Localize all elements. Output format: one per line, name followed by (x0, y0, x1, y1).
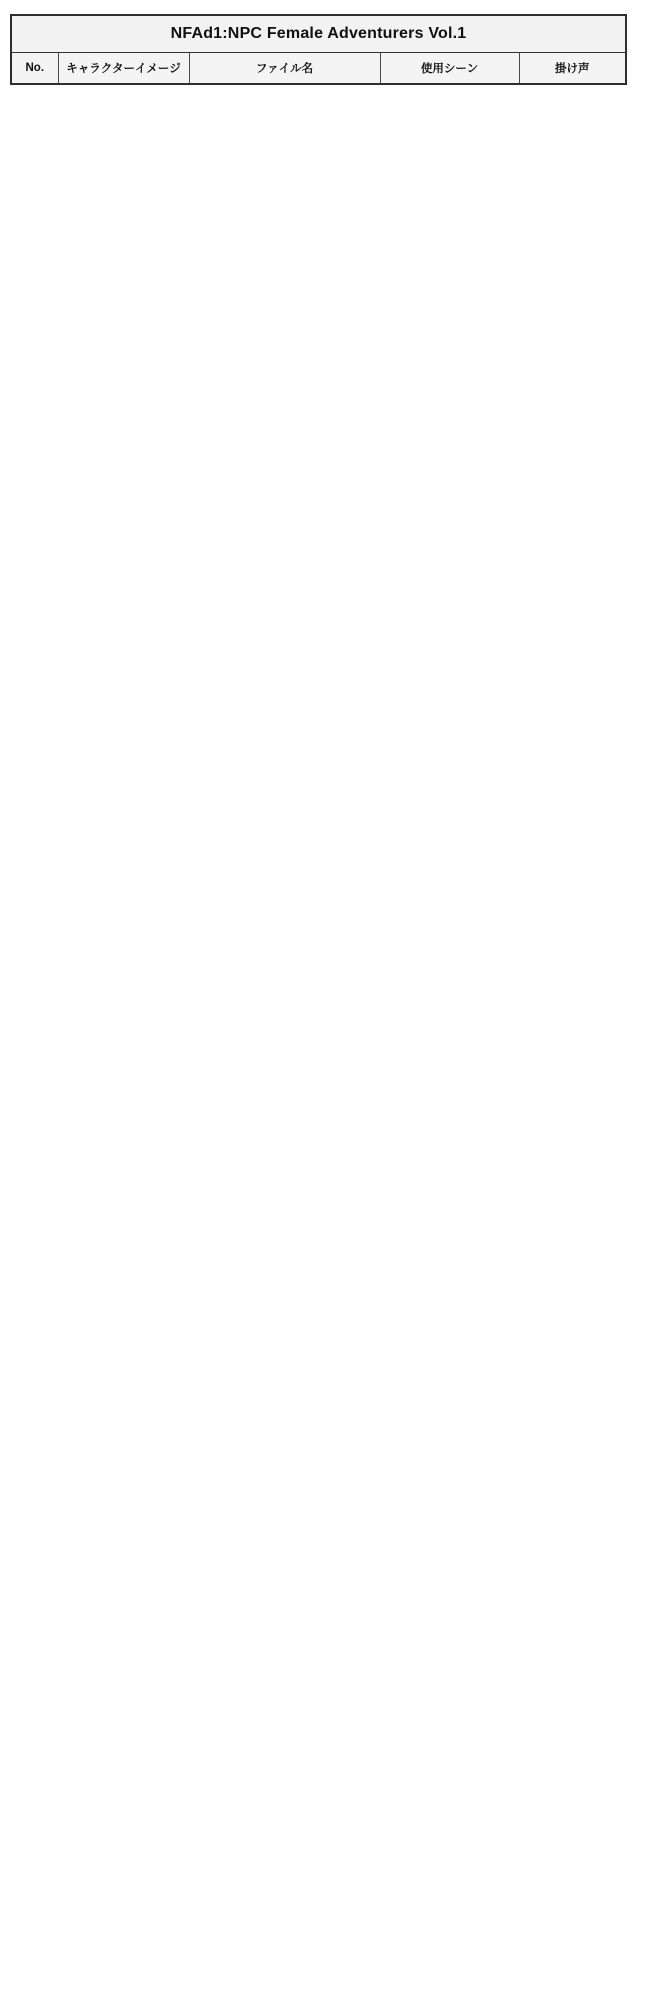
col-header-filename: ファイル名 (189, 53, 380, 85)
voice-list-table (10, 14, 627, 85)
col-header-no: No. (11, 53, 58, 85)
title-row (11, 15, 626, 53)
col-header-character-image: キャラクターイメージ (58, 53, 189, 85)
header-row (11, 53, 626, 85)
sheet (0, 0, 646, 125)
page-title: NFAd1:NPC Female Adventurers Vol.1 (11, 15, 626, 53)
col-header-usage-scene: 使用シーン (380, 53, 519, 85)
col-header-voice-call: 掛け声 (519, 53, 626, 85)
